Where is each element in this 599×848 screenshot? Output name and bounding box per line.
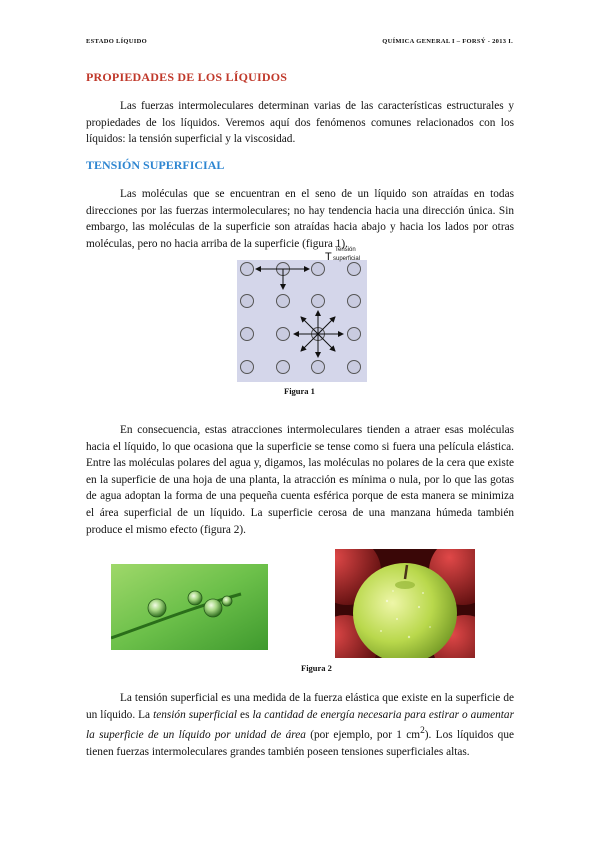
paragraph-2 (86, 422, 514, 538)
term-tension-superficial: tensión superficial (153, 708, 238, 721)
wet-apple-image (335, 549, 475, 658)
surface-tension-diagram (237, 245, 367, 382)
subsection-title: TENSIÓN SUPERFICIAL (86, 158, 225, 172)
intro-text: Las fuerzas intermoleculares determinan varias de las características estructurales y propiedades de los líquidos. Veremos aquí dos fenómenos comunes relacionados con los líquidos: la tensión superficial y la viscosidad. (86, 100, 514, 146)
tension-label-line2: superficial (333, 256, 361, 262)
paragraph-3-text-c: es (237, 708, 253, 721)
tension-label-line1: Tensión (335, 247, 356, 253)
liquid-background (237, 260, 367, 382)
figure-2-caption: Figura 2 (301, 663, 332, 673)
paragraph-2-text: En consecuencia, estas atracciones intermoleculares tienden a atraer esas moléculas hacia el líquido, lo que ocasiona que la superficie se tense como si fuera una película elástica. Entre las moléculas polares del agua y, digamos, las moléculas no polares de la cera que existe en la superficie de una hoja de una planta, la atracción es mínima o nula, por lo que las gotas de agua adoptan la forma de una pequeña cuenta esférica porque de esta manera se minimiza el área superficial de un líquido. La superficie cerosa de una manzana húmeda también produce el mismo efecto (figura 2). (86, 424, 514, 536)
superscript-2: 2 (420, 726, 425, 737)
paragraph-1-text: Las moléculas que se encuentran en el seno de un líquido son atraídas en todas direcciones por las fuerzas intermoleculares; no hay tendencia hacia una dirección única. Sin embargo, las moléculas de la superficie son atraídas hacia abajo y hacia los lados por otras moléculas, pero no hacia arriba de la superficie (figura 1). (86, 188, 514, 250)
water-droplets-on-leaf-image (111, 564, 268, 650)
section-title: PROPIEDADES DE LOS LÍQUIDOS (86, 70, 288, 84)
paragraph-3-text-e: (por ejemplo, por 1 cm (305, 728, 421, 741)
paragraph-3-text-f: ). Los líquidos que tienen fuerzas intermoleculares grandes también poseen tensiones superficiales altas. (86, 728, 514, 758)
paragraph-3 (86, 690, 514, 760)
running-header-left: ESTADO LÍQUIDO (86, 38, 147, 45)
intro-paragraph (86, 98, 514, 148)
running-header-right: QUÍMICA GENERAL I – FORSÝ - 2013 I. (382, 38, 513, 45)
paragraph-3-text-a: La tensión superficial es una medida de la fuerza elástica que existe en la superficie de un líquido. La (86, 692, 514, 721)
tension-label-T: T (325, 251, 332, 263)
definition-italic: la cantidad de energía necesaria para estirar o aumentar la superficie de un líquido por unidad de área (86, 708, 514, 741)
paragraph-1 (86, 186, 514, 252)
figure-1-caption: Figura 1 (284, 386, 315, 396)
